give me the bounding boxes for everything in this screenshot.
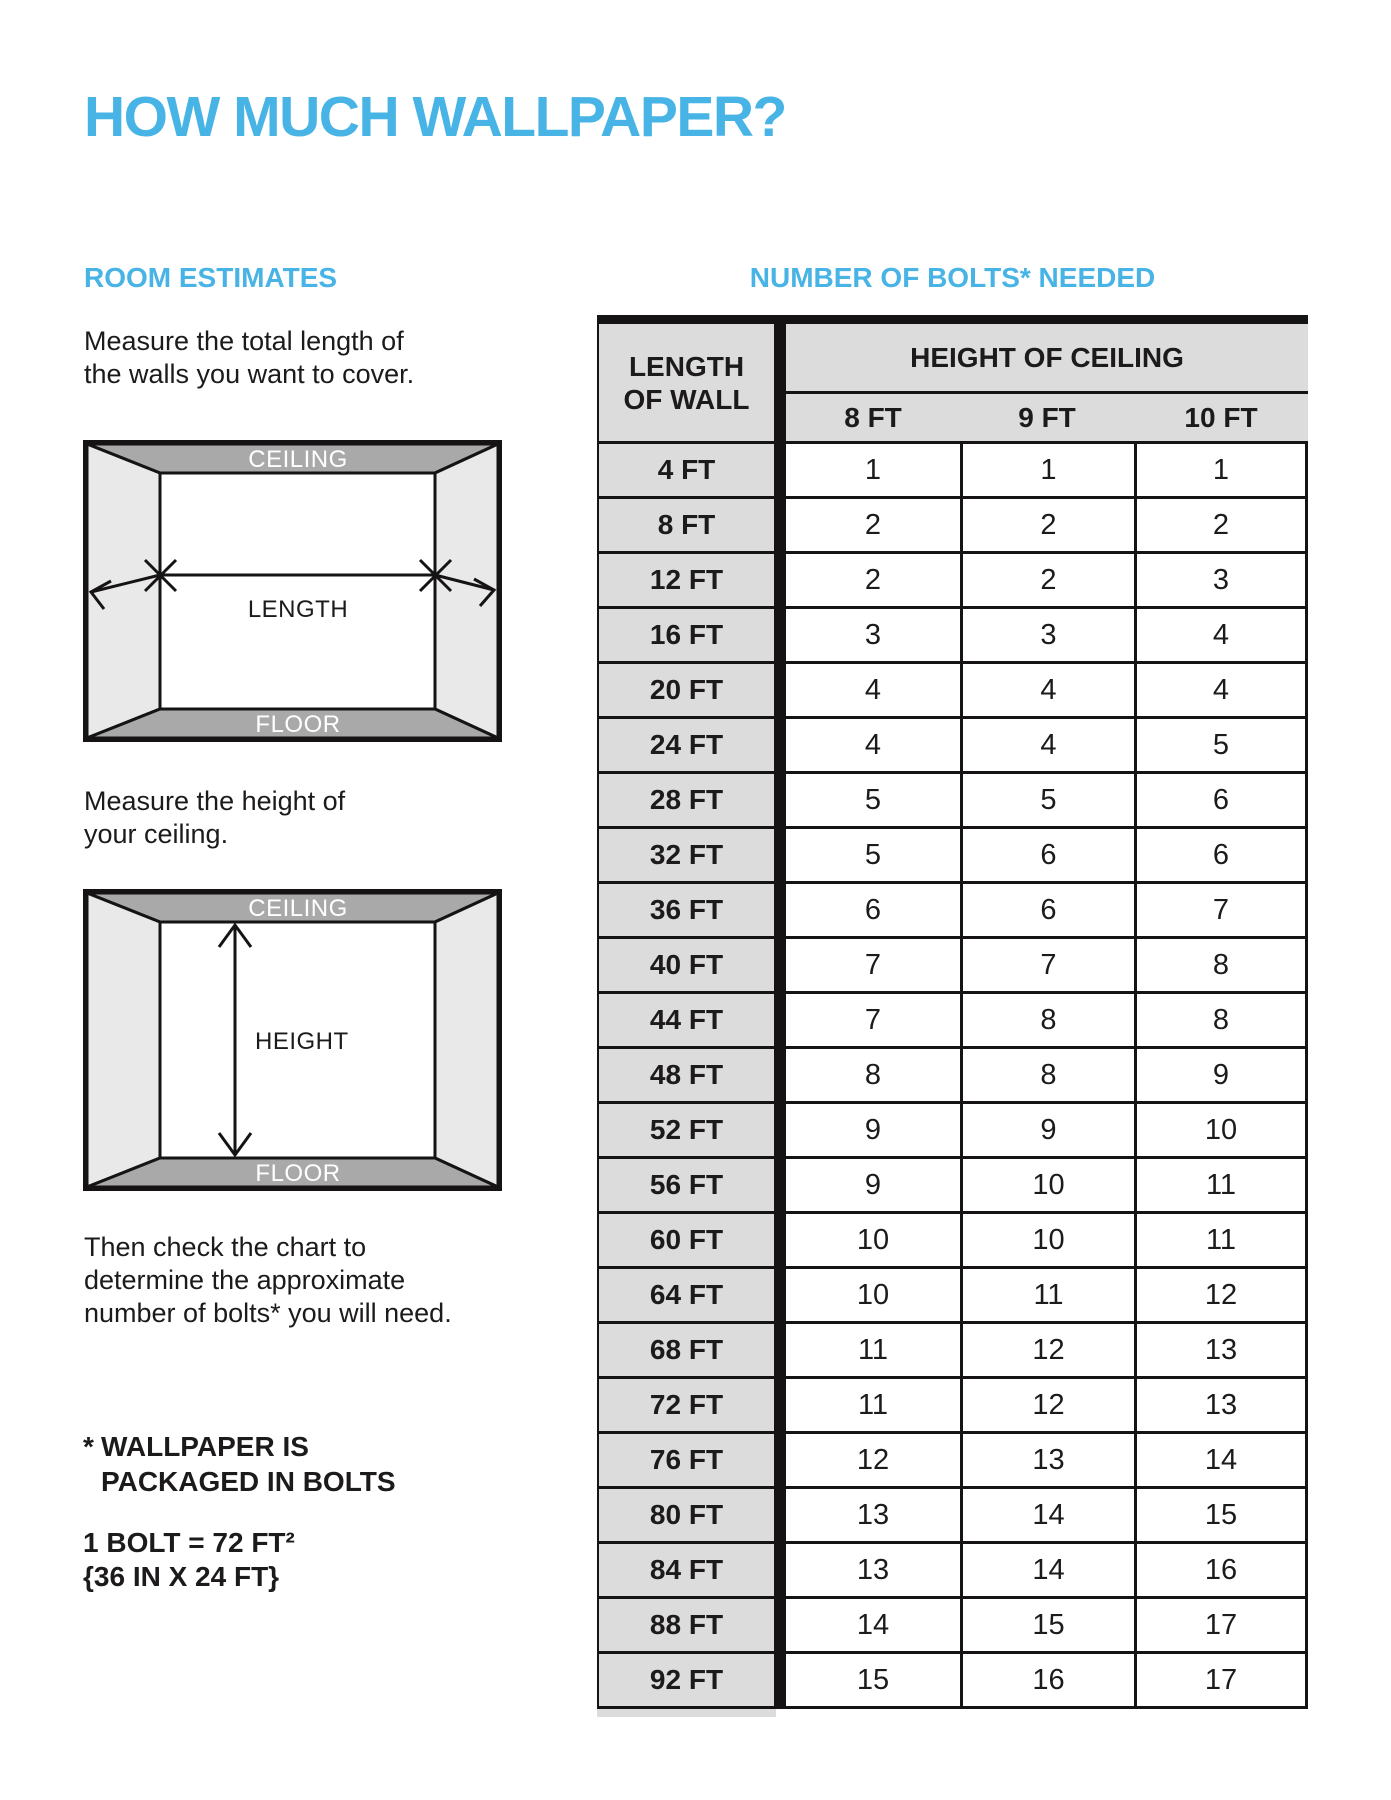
bolt-count-cell: 3 [960, 609, 1134, 661]
table-row [599, 1434, 1308, 1489]
table-row [599, 829, 1308, 884]
footnote-line1: WALLPAPER IS [101, 1431, 309, 1462]
bolt-size-info [83, 1526, 295, 1594]
row-divider [774, 499, 786, 551]
bolt-count-cell: 4 [786, 719, 960, 771]
wall-length-cell: 48 FT [599, 1049, 774, 1101]
row-divider [774, 1159, 786, 1211]
col-header-10ft: 10 FT [1184, 401, 1258, 433]
table-row [599, 939, 1308, 994]
bolt-count-cell: 17 [1134, 1654, 1308, 1706]
wall-length-cell: 52 FT [599, 1104, 774, 1156]
bolt-count-cell: 11 [1134, 1159, 1308, 1211]
step3-line1: Then check the chart to [84, 1232, 367, 1262]
bolt-count-cell: 11 [786, 1324, 960, 1376]
bolt-count-cell: 1 [786, 444, 960, 496]
bolt-count-cell: 14 [960, 1544, 1134, 1596]
bolt-count-cell: 8 [960, 994, 1134, 1046]
table-row [599, 1544, 1308, 1599]
wall-length-cell: 16 FT [599, 609, 774, 661]
row-divider [774, 1654, 786, 1706]
bolt-count-cell: 11 [960, 1269, 1134, 1321]
wall-length-cell: 60 FT [599, 1214, 774, 1266]
ceiling-height-diagram [83, 889, 502, 1191]
wall-length-cell: 28 FT [599, 774, 774, 826]
row-divider [774, 829, 786, 881]
bolt-count-cell: 10 [960, 1214, 1134, 1266]
step2-line2: your ceiling. [84, 819, 229, 849]
bolt-count-cell: 9 [786, 1159, 960, 1211]
length-of-wall-line2: OF WALL [623, 383, 750, 415]
bolt-count-cell: 1 [960, 444, 1134, 496]
bolt-count-cell: 13 [1134, 1379, 1308, 1431]
table-row [599, 994, 1308, 1049]
bolt-count-cell: 2 [1134, 499, 1308, 551]
left-wall-panel [87, 893, 160, 1187]
floor-label: FLOOR [255, 1160, 341, 1187]
row-divider [774, 994, 786, 1046]
header-divider [774, 324, 786, 441]
wall-length-cell: 36 FT [599, 884, 774, 936]
table-row [599, 1379, 1308, 1434]
row-divider [774, 719, 786, 771]
bolt-count-cell: 16 [1134, 1544, 1308, 1596]
bolt-count-cell: 8 [1134, 939, 1308, 991]
bolt-count-cell: 5 [786, 774, 960, 826]
bolt-count-cell: 4 [960, 664, 1134, 716]
row-divider [774, 939, 786, 991]
wall-length-cell: 56 FT [599, 1159, 774, 1211]
length-of-wall-line1: LENGTH [628, 350, 745, 382]
bolt-count-cell: 13 [1134, 1324, 1308, 1376]
bolt-count-cell: 13 [786, 1489, 960, 1541]
table-row [599, 1159, 1308, 1214]
bolt-footnote [83, 1429, 396, 1499]
bolts-needed-heading: NUMBER OF BOLTS* NEEDED [749, 262, 1156, 293]
ceiling-height-header-group [786, 324, 1308, 441]
row-divider [774, 1489, 786, 1541]
bolt-count-cell: 1 [1134, 444, 1308, 496]
bolt-count-cell: 10 [786, 1269, 960, 1321]
row-divider [774, 609, 786, 661]
bolt-count-cell: 4 [960, 719, 1134, 771]
bolt-count-cell: 6 [960, 884, 1134, 936]
table-row [599, 774, 1308, 829]
row-divider [774, 1544, 786, 1596]
step3-instruction [84, 1231, 452, 1330]
table-row [599, 719, 1308, 774]
row-divider [774, 1104, 786, 1156]
wall-length-cell: 68 FT [599, 1324, 774, 1376]
wall-length-cell: 76 FT [599, 1434, 774, 1486]
bolt-count-cell: 6 [1134, 829, 1308, 881]
wall-length-cell: 84 FT [599, 1544, 774, 1596]
bolt-count-cell: 9 [1134, 1049, 1308, 1101]
back-wall-panel [160, 473, 435, 709]
wall-length-cell: 72 FT [599, 1379, 774, 1431]
table-row [599, 1654, 1308, 1709]
bolt-count-cell: 12 [786, 1434, 960, 1486]
row-divider [774, 444, 786, 496]
step3-line3: number of bolts* you will need. [84, 1298, 452, 1328]
bolt-count-cell: 2 [786, 554, 960, 606]
row-divider [774, 1434, 786, 1486]
wall-length-cell: 24 FT [599, 719, 774, 771]
bolt-count-cell: 10 [1134, 1104, 1308, 1156]
wall-length-cell: 32 FT [599, 829, 774, 881]
wall-length-cell: 80 FT [599, 1489, 774, 1541]
table-row [599, 554, 1308, 609]
bolt-count-cell: 2 [960, 554, 1134, 606]
table-row [599, 1324, 1308, 1379]
bolt-count-cell: 9 [960, 1104, 1134, 1156]
length-label: LENGTH [247, 596, 349, 623]
table-row [599, 884, 1308, 939]
bolt-count-cell: 12 [1134, 1269, 1308, 1321]
bolt-dimensions: {36 IN X 24 FT} [83, 1561, 280, 1592]
col-header-9ft: 9 FT [1018, 401, 1076, 433]
bolt-count-cell: 11 [786, 1379, 960, 1431]
step2-instruction [84, 785, 345, 851]
col-header-8ft: 8 FT [844, 401, 902, 433]
bolt-count-cell: 7 [786, 994, 960, 1046]
bolt-count-cell: 4 [1134, 609, 1308, 661]
bolt-count-cell: 14 [960, 1489, 1134, 1541]
row-divider [774, 1049, 786, 1101]
height-of-ceiling-header: HEIGHT OF CEILING [786, 324, 1308, 394]
table-top-bar [597, 315, 1308, 324]
bolt-count-cell: 5 [960, 774, 1134, 826]
length-of-wall-header [599, 324, 774, 441]
ceiling-label: CEILING [248, 446, 348, 473]
bolt-count-cell: 16 [960, 1654, 1134, 1706]
wall-length-cell: 44 FT [599, 994, 774, 1046]
row-divider [774, 774, 786, 826]
table-row [599, 664, 1308, 719]
row-divider [774, 1379, 786, 1431]
step2-line1: Measure the height of [84, 786, 346, 816]
bolt-count-cell: 15 [786, 1654, 960, 1706]
row-divider [774, 1324, 786, 1376]
row-divider [774, 1269, 786, 1321]
table-row [599, 1489, 1308, 1544]
table-footer-strip [597, 1709, 776, 1717]
bolt-count-cell: 10 [960, 1159, 1134, 1211]
bolt-count-cell: 14 [786, 1599, 960, 1651]
bolt-count-cell: 7 [1134, 884, 1308, 936]
table-row [599, 1269, 1308, 1324]
ceiling-height-column-headers [786, 394, 1308, 441]
bolt-count-cell: 8 [1134, 994, 1308, 1046]
wall-length-cell: 20 FT [599, 664, 774, 716]
bolt-equation: 1 BOLT = 72 FT² [83, 1527, 295, 1558]
bolt-count-cell: 2 [960, 499, 1134, 551]
row-divider [774, 1214, 786, 1266]
wall-length-cell: 88 FT [599, 1599, 774, 1651]
bolt-count-cell: 7 [960, 939, 1134, 991]
table-row [599, 499, 1308, 554]
bolt-count-cell: 2 [786, 499, 960, 551]
table-row [599, 609, 1308, 664]
wall-length-cell: 8 FT [599, 499, 774, 551]
wall-length-cell: 40 FT [599, 939, 774, 991]
wall-length-cell: 92 FT [599, 1654, 774, 1706]
bolt-count-cell: 7 [786, 939, 960, 991]
bolt-count-cell: 8 [786, 1049, 960, 1101]
bolt-count-cell: 10 [786, 1214, 960, 1266]
page-title: HOW MUCH WALLPAPER? [84, 85, 786, 149]
bolt-count-cell: 6 [960, 829, 1134, 881]
bolt-count-cell: 9 [786, 1104, 960, 1156]
bolt-count-cell: 17 [1134, 1599, 1308, 1651]
table-row [599, 444, 1308, 499]
table-row [599, 1599, 1308, 1654]
row-divider [774, 554, 786, 606]
table-row [599, 1104, 1308, 1159]
footnote-asterisk: * [83, 1431, 94, 1462]
footnote-line2: PACKAGED IN BOLTS [101, 1466, 396, 1497]
bolt-count-cell: 14 [1134, 1434, 1308, 1486]
wall-length-cell: 64 FT [599, 1269, 774, 1321]
bolt-count-cell: 11 [1134, 1214, 1308, 1266]
step3-line2: determine the approximate [84, 1265, 406, 1295]
bolt-count-cell: 12 [960, 1379, 1134, 1431]
floor-label: FLOOR [255, 711, 341, 738]
table-rows [597, 444, 1308, 1709]
bolt-count-cell: 5 [786, 829, 960, 881]
step1-line1: Measure the total length of [84, 326, 404, 356]
bolt-count-cell: 15 [960, 1599, 1134, 1651]
table-header [597, 324, 1308, 444]
bolt-count-cell: 15 [1134, 1489, 1308, 1541]
bolt-count-cell: 3 [1134, 554, 1308, 606]
room-estimates-heading: ROOM ESTIMATES [84, 262, 338, 293]
row-divider [774, 664, 786, 716]
bolts-table [597, 315, 1308, 1717]
bolt-count-cell: 13 [960, 1434, 1134, 1486]
bolt-count-cell: 13 [786, 1544, 960, 1596]
bolt-count-cell: 3 [786, 609, 960, 661]
ceiling-label: CEILING [248, 895, 348, 922]
bolt-count-cell: 4 [786, 664, 960, 716]
bolt-count-cell: 6 [1134, 774, 1308, 826]
bolt-count-cell: 12 [960, 1324, 1134, 1376]
table-row [599, 1049, 1308, 1104]
bolt-count-cell: 6 [786, 884, 960, 936]
step1-instruction [84, 325, 414, 391]
step1-line2: the walls you want to cover. [84, 359, 415, 389]
right-wall-panel [435, 444, 498, 738]
room-length-diagram [83, 440, 502, 742]
bolt-count-cell: 5 [1134, 719, 1308, 771]
height-label: HEIGHT [255, 1028, 349, 1055]
wall-length-cell: 12 FT [599, 554, 774, 606]
row-divider [774, 1599, 786, 1651]
row-divider [774, 884, 786, 936]
wall-length-cell: 4 FT [599, 444, 774, 496]
bolt-count-cell: 4 [1134, 664, 1308, 716]
bolt-count-cell: 8 [960, 1049, 1134, 1101]
right-wall-panel [435, 893, 498, 1187]
table-row [599, 1214, 1308, 1269]
